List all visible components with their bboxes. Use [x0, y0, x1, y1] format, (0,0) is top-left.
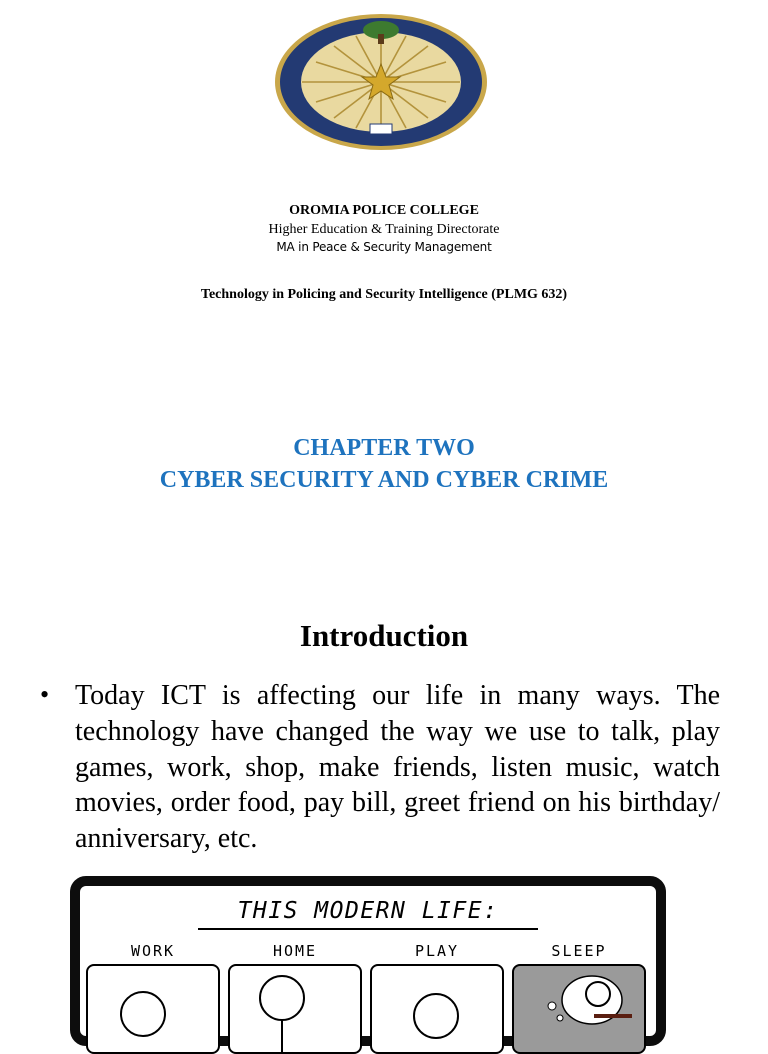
college-seal-logo	[274, 12, 488, 152]
panel-play	[370, 964, 504, 1054]
modern-life-comic	[70, 876, 666, 1046]
panel-sleep	[512, 964, 646, 1054]
chapter-heading	[0, 432, 768, 496]
panel-label-play: PLAY	[414, 942, 460, 960]
comic-title: THIS MODERN LIFE:	[237, 898, 499, 924]
comic-title-underline	[198, 928, 538, 930]
chapter-title: CYBER SECURITY AND CYBER CRIME	[159, 467, 609, 493]
panel-label-sleep: SLEEP	[551, 942, 607, 960]
stick-figure-icon	[88, 966, 218, 1054]
panel-home	[228, 964, 362, 1054]
sleeping-figure-icon	[514, 966, 644, 1054]
directorate-name: Higher Education & Training Directorate	[268, 222, 500, 237]
panel-label-work: WORK	[130, 942, 176, 960]
intro-paragraph: Today ICT is affecting our life in many ways. The technology have changed the way we use to talk, play games, work, shop, make friends, listen music, watch movies, order food, pay bill, greet friend on his birthday/ anniversary, etc.	[75, 680, 720, 855]
panel-label-home: HOME	[272, 942, 318, 960]
program-name: MA in Peace & Security Management	[276, 240, 492, 254]
bullet-icon: •	[40, 680, 50, 709]
stick-figure-icon	[372, 966, 502, 1054]
section-heading: Introduction	[299, 618, 469, 653]
panel-work	[86, 964, 220, 1054]
stick-figure-icon	[230, 966, 360, 1054]
course-title: Technology in Policing and Security Intelligence (PLMG 632)	[200, 287, 568, 302]
chapter-number: CHAPTER TWO	[293, 435, 475, 461]
college-name: OROMIA POLICE COLLEGE	[289, 203, 479, 218]
